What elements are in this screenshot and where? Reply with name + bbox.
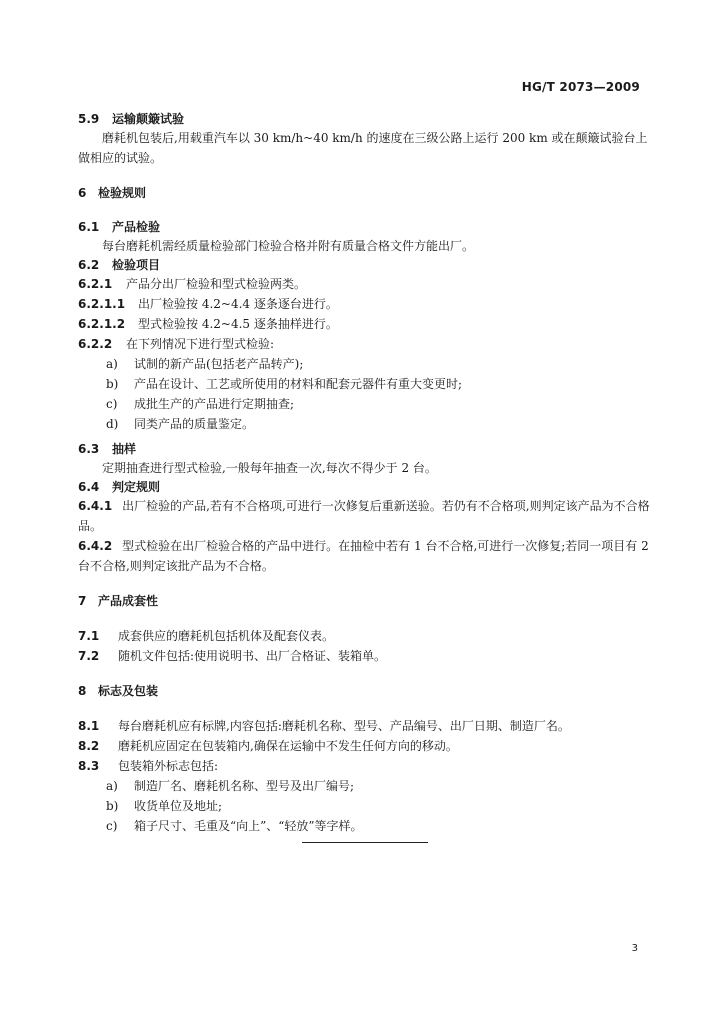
type-test-conditions-list — [78, 354, 650, 434]
section-8-2: 8.2 磨耗机应固定在包装箱内,确保在运输中不发生任何方向的移动。 — [78, 739, 458, 753]
section-6-2-1-2: 6.2.1.2 型式检验按 4.2~4.5 逐条抽样进行。 — [78, 317, 338, 331]
section-7-1: 7.1 成套供应的磨耗机包括机体及配套仪表。 — [78, 629, 335, 643]
section-8-heading: 8 标志及包装 — [78, 684, 159, 698]
section-7-2: 7.2 随机文件包括:使用说明书、出厂合格证、装箱单。 — [78, 649, 387, 663]
list-item: a) 试制的新产品(包括老产品转产); — [106, 357, 304, 371]
list-item: c) 成批生产的产品进行定期抽查; — [106, 397, 295, 411]
section-5-9-text: 磨耗机包装后,用载重汽车以 30 km/h~40 km/h 的速度在三级公路上运行 200 km 或在颠簸试验台上做相应的试验。 — [78, 131, 648, 165]
list-item: d) 同类产品的质量鉴定。 — [106, 417, 255, 431]
section-6-1-text: 每台磨耗机需经质量检验部门检验合格并附有质量合格文件方能出厂。 — [102, 239, 475, 253]
package-marking-list — [78, 776, 650, 836]
list-item: c) 箱子尺寸、毛重及“向上”、“轻放”等字样。 — [106, 819, 363, 833]
section-6-4-1: 6.4.1 出厂检验的产品,若有不合格项,可进行一次修复后重新送验。若仍有不合格项,则判定该产品为不合格品。 — [78, 499, 650, 533]
section-6-2-heading: 6.2 检验项目 — [78, 258, 161, 272]
section-6-3-text: 定期抽查进行型式检验,一般每年抽查一次,每次不得少于 2 台。 — [102, 461, 437, 475]
standard-code: HG/T 2073—2009 — [521, 80, 640, 94]
end-rule — [302, 842, 428, 843]
section-6-4-heading: 6.4 判定规则 — [78, 480, 161, 494]
page-number: 3 — [631, 943, 638, 954]
section-5-9-heading: 5.9 运输颠簸试验 — [78, 112, 185, 126]
section-6-heading: 6 检验规则 — [78, 186, 147, 200]
section-6-1-heading: 6.1 产品检验 — [78, 220, 161, 234]
document-body — [78, 110, 650, 843]
section-8-3: 8.3 包装箱外标志包括: — [78, 759, 219, 773]
section-6-3-heading: 6.3 抽样 — [78, 442, 137, 456]
section-6-2-2: 6.2.2 在下列情况下进行型式检验: — [78, 337, 275, 351]
section-7-heading: 7 产品成套性 — [78, 594, 159, 608]
section-8-1: 8.1 每台磨耗机应有标牌,内容包括:磨耗机名称、型号、产品编号、出厂日期、制造厂名。 — [78, 719, 570, 733]
section-6-2-1-1: 6.2.1.1 出厂检验按 4.2~4.4 逐条逐台进行。 — [78, 297, 338, 311]
list-item: b) 收货单位及地址; — [106, 799, 223, 813]
list-item: b) 产品在设计、工艺或所使用的材料和配套元器件有重大变更时; — [106, 377, 463, 391]
section-6-2-1: 6.2.1 产品分出厂检验和型式检验两类。 — [78, 277, 307, 291]
section-6-4-2: 6.4.2 型式检验在出厂检验合格的产品中进行。在抽检中若有 1 台不合格,可进行一次修复;若同一项目有 2 台不合格,则判定该批产品为不合格。 — [78, 539, 649, 573]
list-item: a) 制造厂名、磨耗机名称、型号及出厂编号; — [106, 779, 355, 793]
